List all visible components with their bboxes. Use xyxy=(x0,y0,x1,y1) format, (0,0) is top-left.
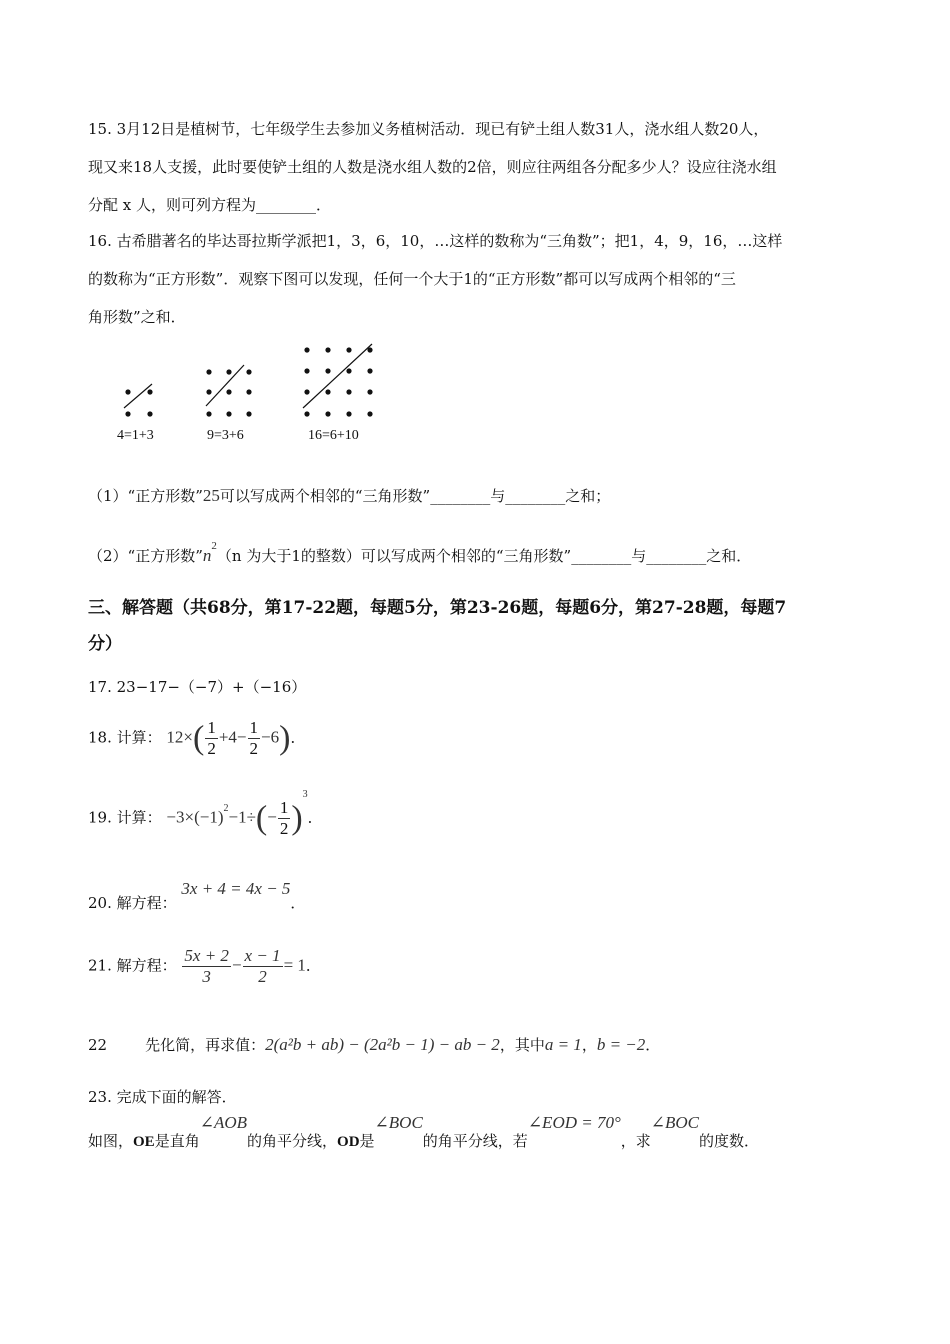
q16-part2-n: n xyxy=(202,546,212,565)
q16-part1 xyxy=(88,485,610,506)
q22-sep: ， xyxy=(581,1036,597,1054)
q22-b: b = −2 xyxy=(596,1035,646,1054)
q18: 18. 计算： 12×( $\frac{1}{2}$ +4− $\frac{1}{2}$ −6)． xyxy=(88,718,306,758)
q15-line3: 分配 x 人，则可列方程为________． xyxy=(88,196,331,214)
figure-9 xyxy=(206,365,252,417)
q22 xyxy=(88,1034,660,1055)
q19-mid: −1÷ xyxy=(228,807,256,827)
caption-4: 4=1+3 xyxy=(117,428,154,443)
q23-p2: 是直角 xyxy=(154,1132,200,1150)
q23-p1: 如图， xyxy=(88,1132,134,1150)
q23-p5: 的角平分线，若 xyxy=(422,1132,528,1150)
q23-eod: ∠EOD = 70° xyxy=(527,1113,621,1132)
q21-rhs: = 1 xyxy=(283,955,306,975)
q19-neg: − xyxy=(267,807,277,827)
caption-16: 16=6+10 xyxy=(308,428,359,443)
q16-part1-num: 25 xyxy=(202,486,220,505)
q23-p4: 是 xyxy=(359,1132,375,1150)
q23-od: OD xyxy=(337,1134,360,1150)
q19-label: 19. 计算： xyxy=(88,808,162,827)
q16-line2: 的数称为“正方形数”．观察下图可以发现，任何一个大于1的“正方形数”都可以写成两个相邻的“三 xyxy=(88,270,736,288)
q21-frac2: $\frac{x - 1}{2}$ xyxy=(244,946,281,986)
q23-boc2: ∠BOC xyxy=(650,1113,700,1132)
q16-part2-b: （n 为大于1的整数）可以写成两个相邻的“三角形数”________与________之和． xyxy=(216,547,752,565)
q19-exp1: 2 xyxy=(223,802,229,814)
q22-mid: ，其中 xyxy=(499,1036,545,1054)
q22-expr: 2(a²b + ab) − (2a²b − 1) − ab − 2 xyxy=(265,1035,500,1054)
q23-line1: 23. 完成下面的解答． xyxy=(88,1088,237,1106)
q21-minus: − xyxy=(231,955,242,975)
q18-mid: +4− xyxy=(218,727,247,747)
q22-label: 先化简，再求值： xyxy=(145,1036,266,1054)
q17: 17. 23−17−（−7）+（−16） xyxy=(88,678,307,696)
q16-line3: 角形数”之和． xyxy=(88,308,186,326)
q21-frac1: $\frac{5x + 2}{3}$ xyxy=(184,946,229,986)
q22-end: ． xyxy=(645,1036,661,1054)
q20-end: ． xyxy=(290,894,306,912)
figure-4 xyxy=(124,384,153,417)
section3-heading-line1: 三、解答题（共68分，第17-22题，每题5分，第23-26题，每题6分，第27-28题，每题7 xyxy=(88,598,787,618)
q19-expr: −3×(−1) xyxy=(166,807,224,827)
q15-line1: 15. 3月12日是植树节，七年级学生去参加义务植树活动．现已有铲土组人数31人，浇水组人数20人， xyxy=(88,120,769,138)
q18-pre: 12× xyxy=(166,727,193,747)
q20-label: 20. 解方程： xyxy=(88,894,177,912)
q21 xyxy=(88,946,321,987)
q15-line2: 现又来18人支援，此时要使铲土组的人数是浇水组人数的2倍，则应往两组各分配多少人？设应往浇水组 xyxy=(88,158,777,176)
q18-post: −6 xyxy=(261,727,280,747)
q18-frac2: $\frac{1}{2}$ xyxy=(249,718,259,758)
q23-p7: 的度数． xyxy=(699,1132,760,1150)
caption-9: 9=3+6 xyxy=(207,428,244,443)
q18-frac1: $\frac{1}{2}$ xyxy=(207,718,216,758)
q18-label: 18. 计算： xyxy=(88,728,162,747)
q23-p3: 的角平分线， xyxy=(247,1132,338,1150)
q19-exp2: 3 xyxy=(302,788,308,800)
figure-16 xyxy=(303,344,373,417)
q16-part2-a: （2）“正方形数” xyxy=(88,547,203,565)
q23-aob: ∠AOB xyxy=(199,1113,248,1132)
q20-expr: 3x + 4 = 4x − 5 xyxy=(181,879,291,898)
q18-end: ． xyxy=(290,728,306,747)
q23-oe: OE xyxy=(133,1134,155,1150)
q20 xyxy=(88,878,306,912)
q19: 19. 计算： $-3\times(-1)^2-1\div(-$ $\frac{1}{2}$ )$^3$． xyxy=(88,788,323,838)
q19-frac: $\frac{1}{2}$ xyxy=(279,798,289,838)
q16-part1-b: 可以写成两个相邻的“三角形数”________与________之和； xyxy=(219,487,611,505)
q23-line2 xyxy=(88,1113,760,1150)
q22-num: 22 xyxy=(88,1036,108,1054)
section3-heading-line2: 分） xyxy=(88,634,122,654)
q23-boc: ∠BOC xyxy=(374,1113,423,1132)
q16-part2 xyxy=(88,540,752,566)
q16-line1: 16. 古希腊著名的毕达哥拉斯学派把1，3，6，10，…这样的数称为“三角数”；把1，4，9，16，…这样 xyxy=(88,232,783,250)
q16-part1-a: （1）“正方形数” xyxy=(88,487,203,505)
q23-p6: ，求 xyxy=(620,1132,651,1150)
q16-part2-exp: 2 xyxy=(211,540,217,552)
q21-end: ． xyxy=(305,956,321,975)
q19-end: ． xyxy=(307,808,323,827)
q21-label: 21. 解方程： xyxy=(88,956,177,975)
q22-a: a = 1 xyxy=(544,1035,582,1054)
